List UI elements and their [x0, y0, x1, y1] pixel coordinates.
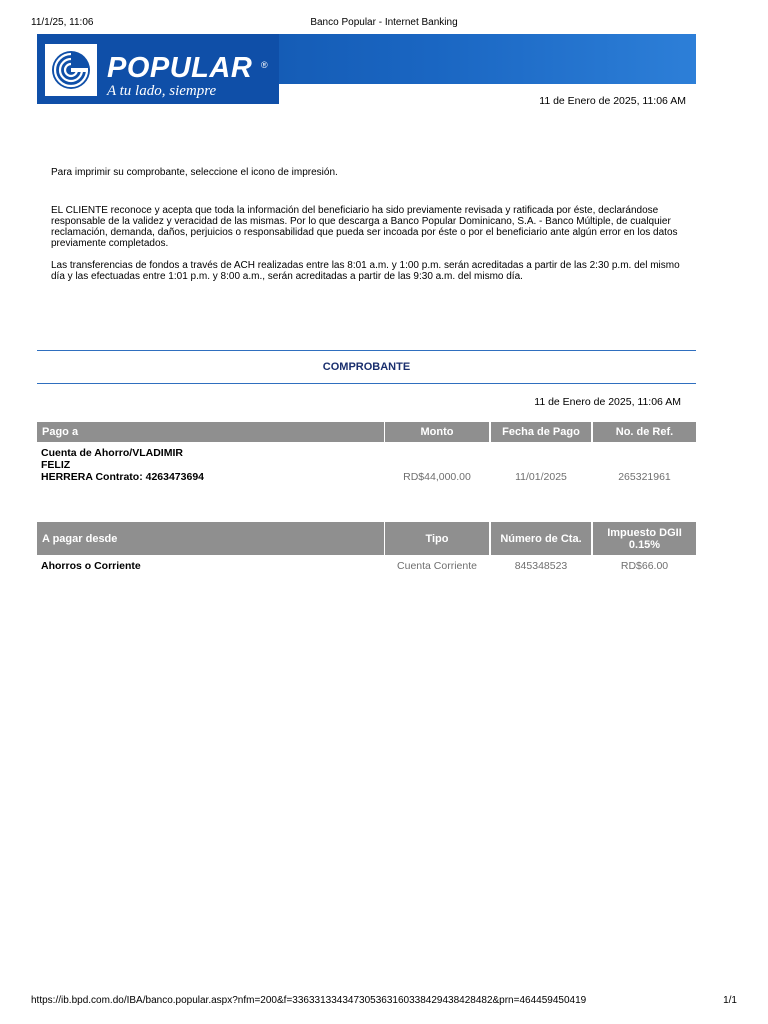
col-fecha-pago: Fecha de Pago [491, 422, 591, 442]
comprobante-date: 11 de Enero de 2025, 11:06 AM [534, 396, 681, 408]
disclaimer-text: EL CLIENTE reconoce y acepta que toda la información del beneficiario ha sido previamente revisada y ratificada por éste, declarándose responsable de la validez y veracidad de las mismas. Por lo que descarga a Banco Popular Dominicano, S.A. - Banco Múltiple, de cualquier reclamación, demanda, daños, perjuicios o responsabilidad que pueda ser incoada por éste o por el beneficiario ante algún error en los datos previamente completados. [51, 205, 678, 249]
col-impuesto-label: Impuesto DGII [607, 526, 682, 539]
divider-top [37, 350, 696, 351]
print-url[interactable]: https://ib.bpd.com.do/IBA/banco.popular.aspx?nfm=200&f=336331334347305363160338429438428482&prn=464459450419 [31, 995, 587, 1006]
beneficiary-line-1: Cuenta de Ahorro/VLADIMIR [41, 447, 183, 459]
print-hint: Para imprimir su comprobante, seleccione el icono de impresión. [51, 167, 338, 178]
col-tipo: Tipo [385, 522, 489, 555]
print-page-number: 1/1 [723, 995, 737, 1006]
popular-logo[interactable] [37, 34, 279, 104]
beneficiary-line-3: HERRERA Contrato: 4263473694 [41, 471, 205, 483]
popular-logo-mark-icon [45, 44, 97, 96]
account-number-value: 845348523 [514, 560, 568, 572]
print-page-title: Banco Popular - Internet Banking [310, 17, 458, 28]
tax-value: RD$66.00 [620, 560, 669, 572]
payment-date-value: 11/01/2025 [515, 471, 567, 483]
comprobante-title: COMPROBANTE [322, 361, 411, 373]
col-a-pagar-desde: A pagar desde [37, 522, 384, 555]
registered-mark: ® [261, 60, 268, 70]
amount-value: RD$44,000.00 [403, 471, 471, 483]
divider-bottom [37, 383, 696, 384]
header-date: 11 de Enero de 2025, 11:06 AM [539, 95, 686, 107]
reference-number-value: 265321961 [618, 471, 671, 483]
ach-notice: Las transferencias de fondos a través de ACH realizadas entre las 8:01 a.m. y 1:00 p.m. serán acreditadas a partir de las 2:30 p.m. del mismo día y las efectuadas entre 1:01 p.m. y 8:00 a.m., serán acreditadas a partir de las 9:30 a.m. del mismo día. [51, 260, 680, 282]
beneficiary-line-2: FELIZ [41, 459, 71, 471]
print-datetime: 11/1/25, 11:06 [31, 17, 94, 28]
source-account-name: Ahorros o Corriente [41, 560, 141, 572]
brand-name: POPULAR [107, 52, 253, 84]
col-no-ref: No. de Ref. [593, 422, 696, 442]
col-monto: Monto [385, 422, 489, 442]
account-type-value: Cuenta Corriente [397, 560, 477, 572]
col-numero-cta: Número de Cta. [491, 522, 591, 555]
col-pago-a: Pago a [37, 422, 384, 442]
col-impuesto-dgii [593, 522, 696, 555]
brand-tagline: A tu lado, siempre [107, 83, 217, 99]
col-impuesto-rate: 0.15% [628, 538, 661, 551]
